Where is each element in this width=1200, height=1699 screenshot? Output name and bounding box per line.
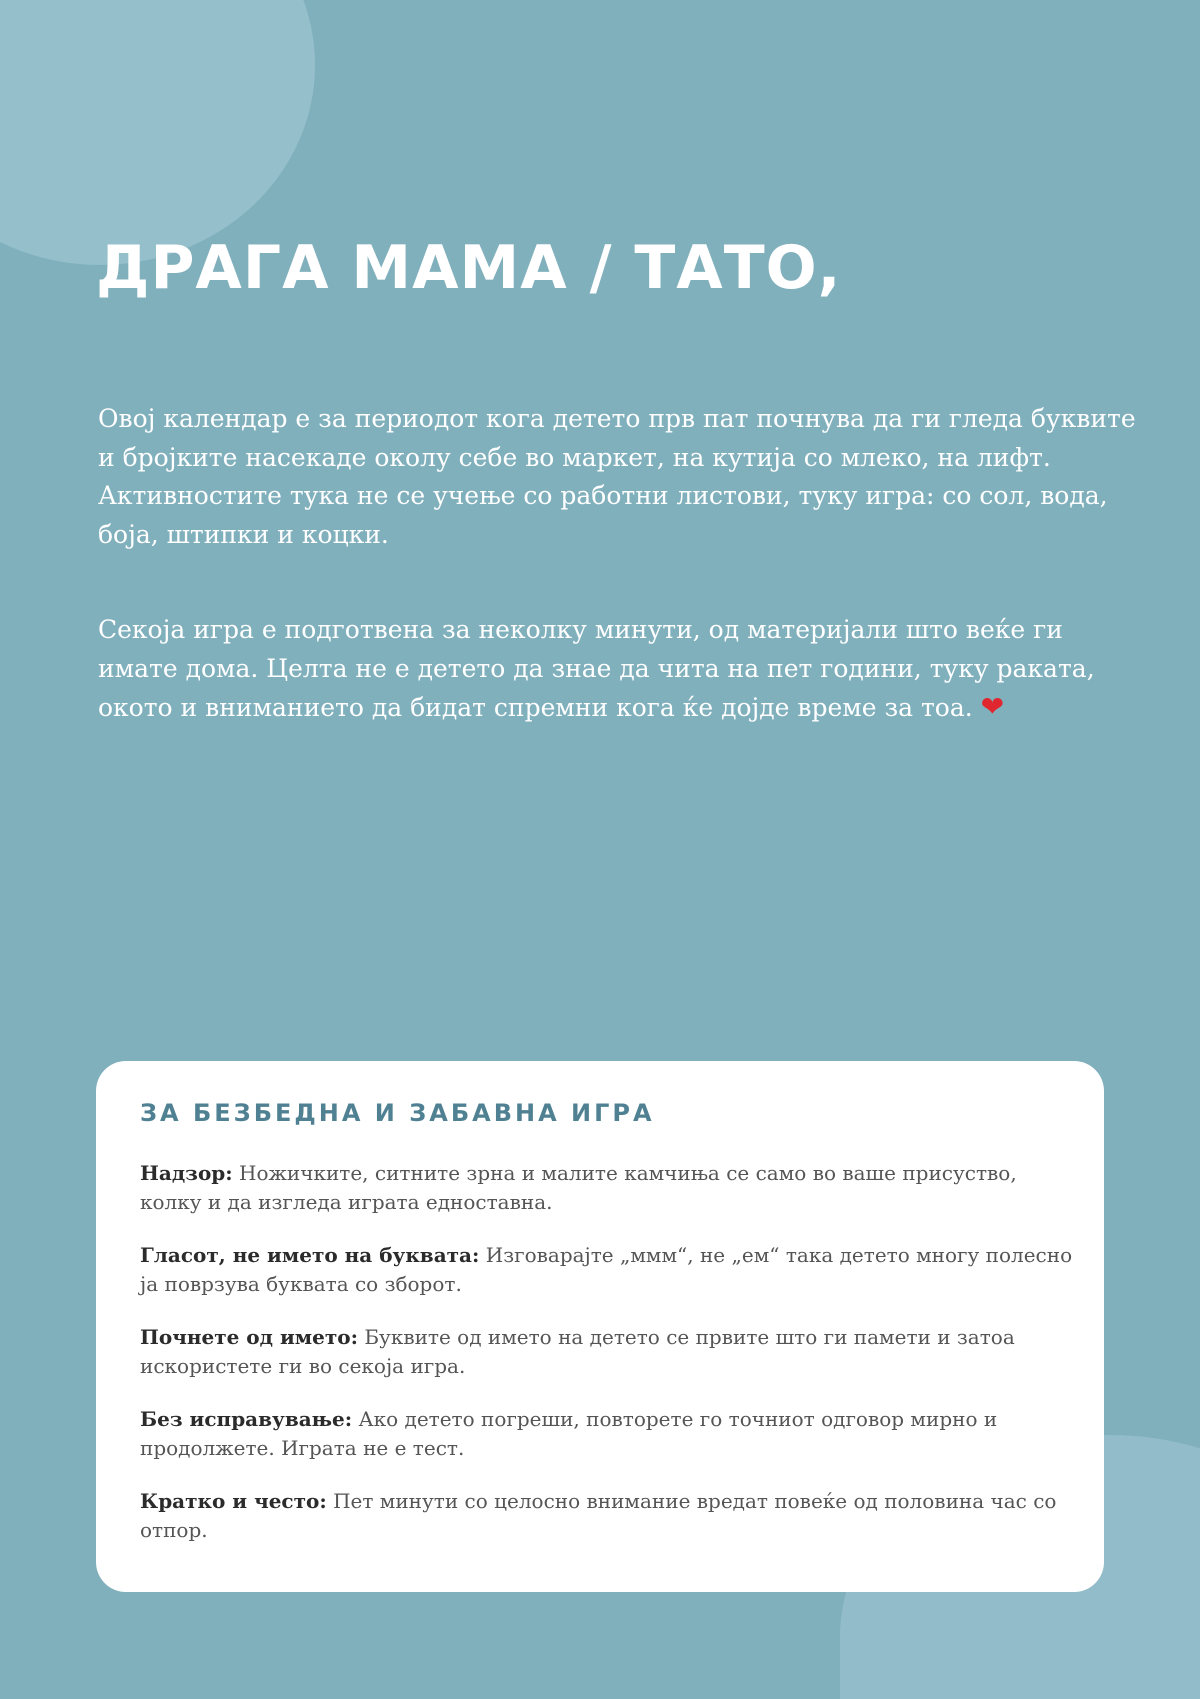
intro-text bbox=[98, 400, 1138, 785]
intro-paragraph-2 bbox=[98, 611, 1138, 728]
tip-text: Буквите од името на детето се првите што ги памети и затоа искористете ги во секоја игра. bbox=[140, 1325, 1015, 1378]
page-title: ДРАГА МАМА / ТАТО, bbox=[96, 233, 842, 303]
safety-tips-card bbox=[96, 1061, 1104, 1592]
tip-label: Гласот, не името на буквата: bbox=[140, 1243, 480, 1267]
tip-text: Изговарајте „ммм“, не „ем“ така детето многу полесно ја поврзува буквата со зборот. bbox=[140, 1243, 1073, 1296]
tip-text: Ножичките, ситните зрна и малите камчиња се само во ваше присуство, колку и да изгледа играта едноставна. bbox=[140, 1161, 1017, 1214]
tip-label: Без исправување: bbox=[140, 1407, 353, 1431]
tip-supervision bbox=[140, 1159, 1080, 1217]
tip-short-and-often bbox=[140, 1487, 1080, 1545]
tips-list bbox=[140, 1159, 1080, 1569]
tip-label: Кратко и често: bbox=[140, 1489, 327, 1513]
tip-text: Пет минути со целосно внимание вредат повеќе од половина час со отпор. bbox=[140, 1489, 1057, 1542]
decorative-circle-top-left bbox=[0, 0, 315, 265]
card-title: ЗА БЕЗБЕДНА И ЗАБАВНА ИГРА bbox=[140, 1099, 655, 1127]
heart-icon: ❤ bbox=[980, 690, 1005, 723]
tip-sound-not-name bbox=[140, 1241, 1080, 1299]
tip-label: Надзор: bbox=[140, 1161, 233, 1185]
intro-paragraph-2-text: Секоја игра е подготвена за неколку минути, од материјали што веќе ги имате дома. Целта не е детето да знае да чита на пет години, туку раката, окото и вниманието да бидат спремни кога ќе дојде време за тоа. bbox=[98, 615, 1095, 722]
tip-text: Ако детето погреши, повторете го точниот одговор мирно и продолжете. Играта не е тест. bbox=[140, 1407, 998, 1460]
intro-paragraph-1 bbox=[98, 400, 1138, 554]
tip-no-correcting bbox=[140, 1405, 1080, 1463]
tip-label: Почнете од името: bbox=[140, 1325, 358, 1349]
tip-start-with-name bbox=[140, 1323, 1080, 1381]
intro-paragraph-1-text: Овој календар е за периодот кога детето прв пат почнува да ги гледа буквите и бројките насекаде околу себе во маркет, на кутија со млеко, на лифт. Активностите тука не се учење со работни листови, туку игра: со сол, вода, боја, штипки и коцки. bbox=[98, 404, 1136, 549]
